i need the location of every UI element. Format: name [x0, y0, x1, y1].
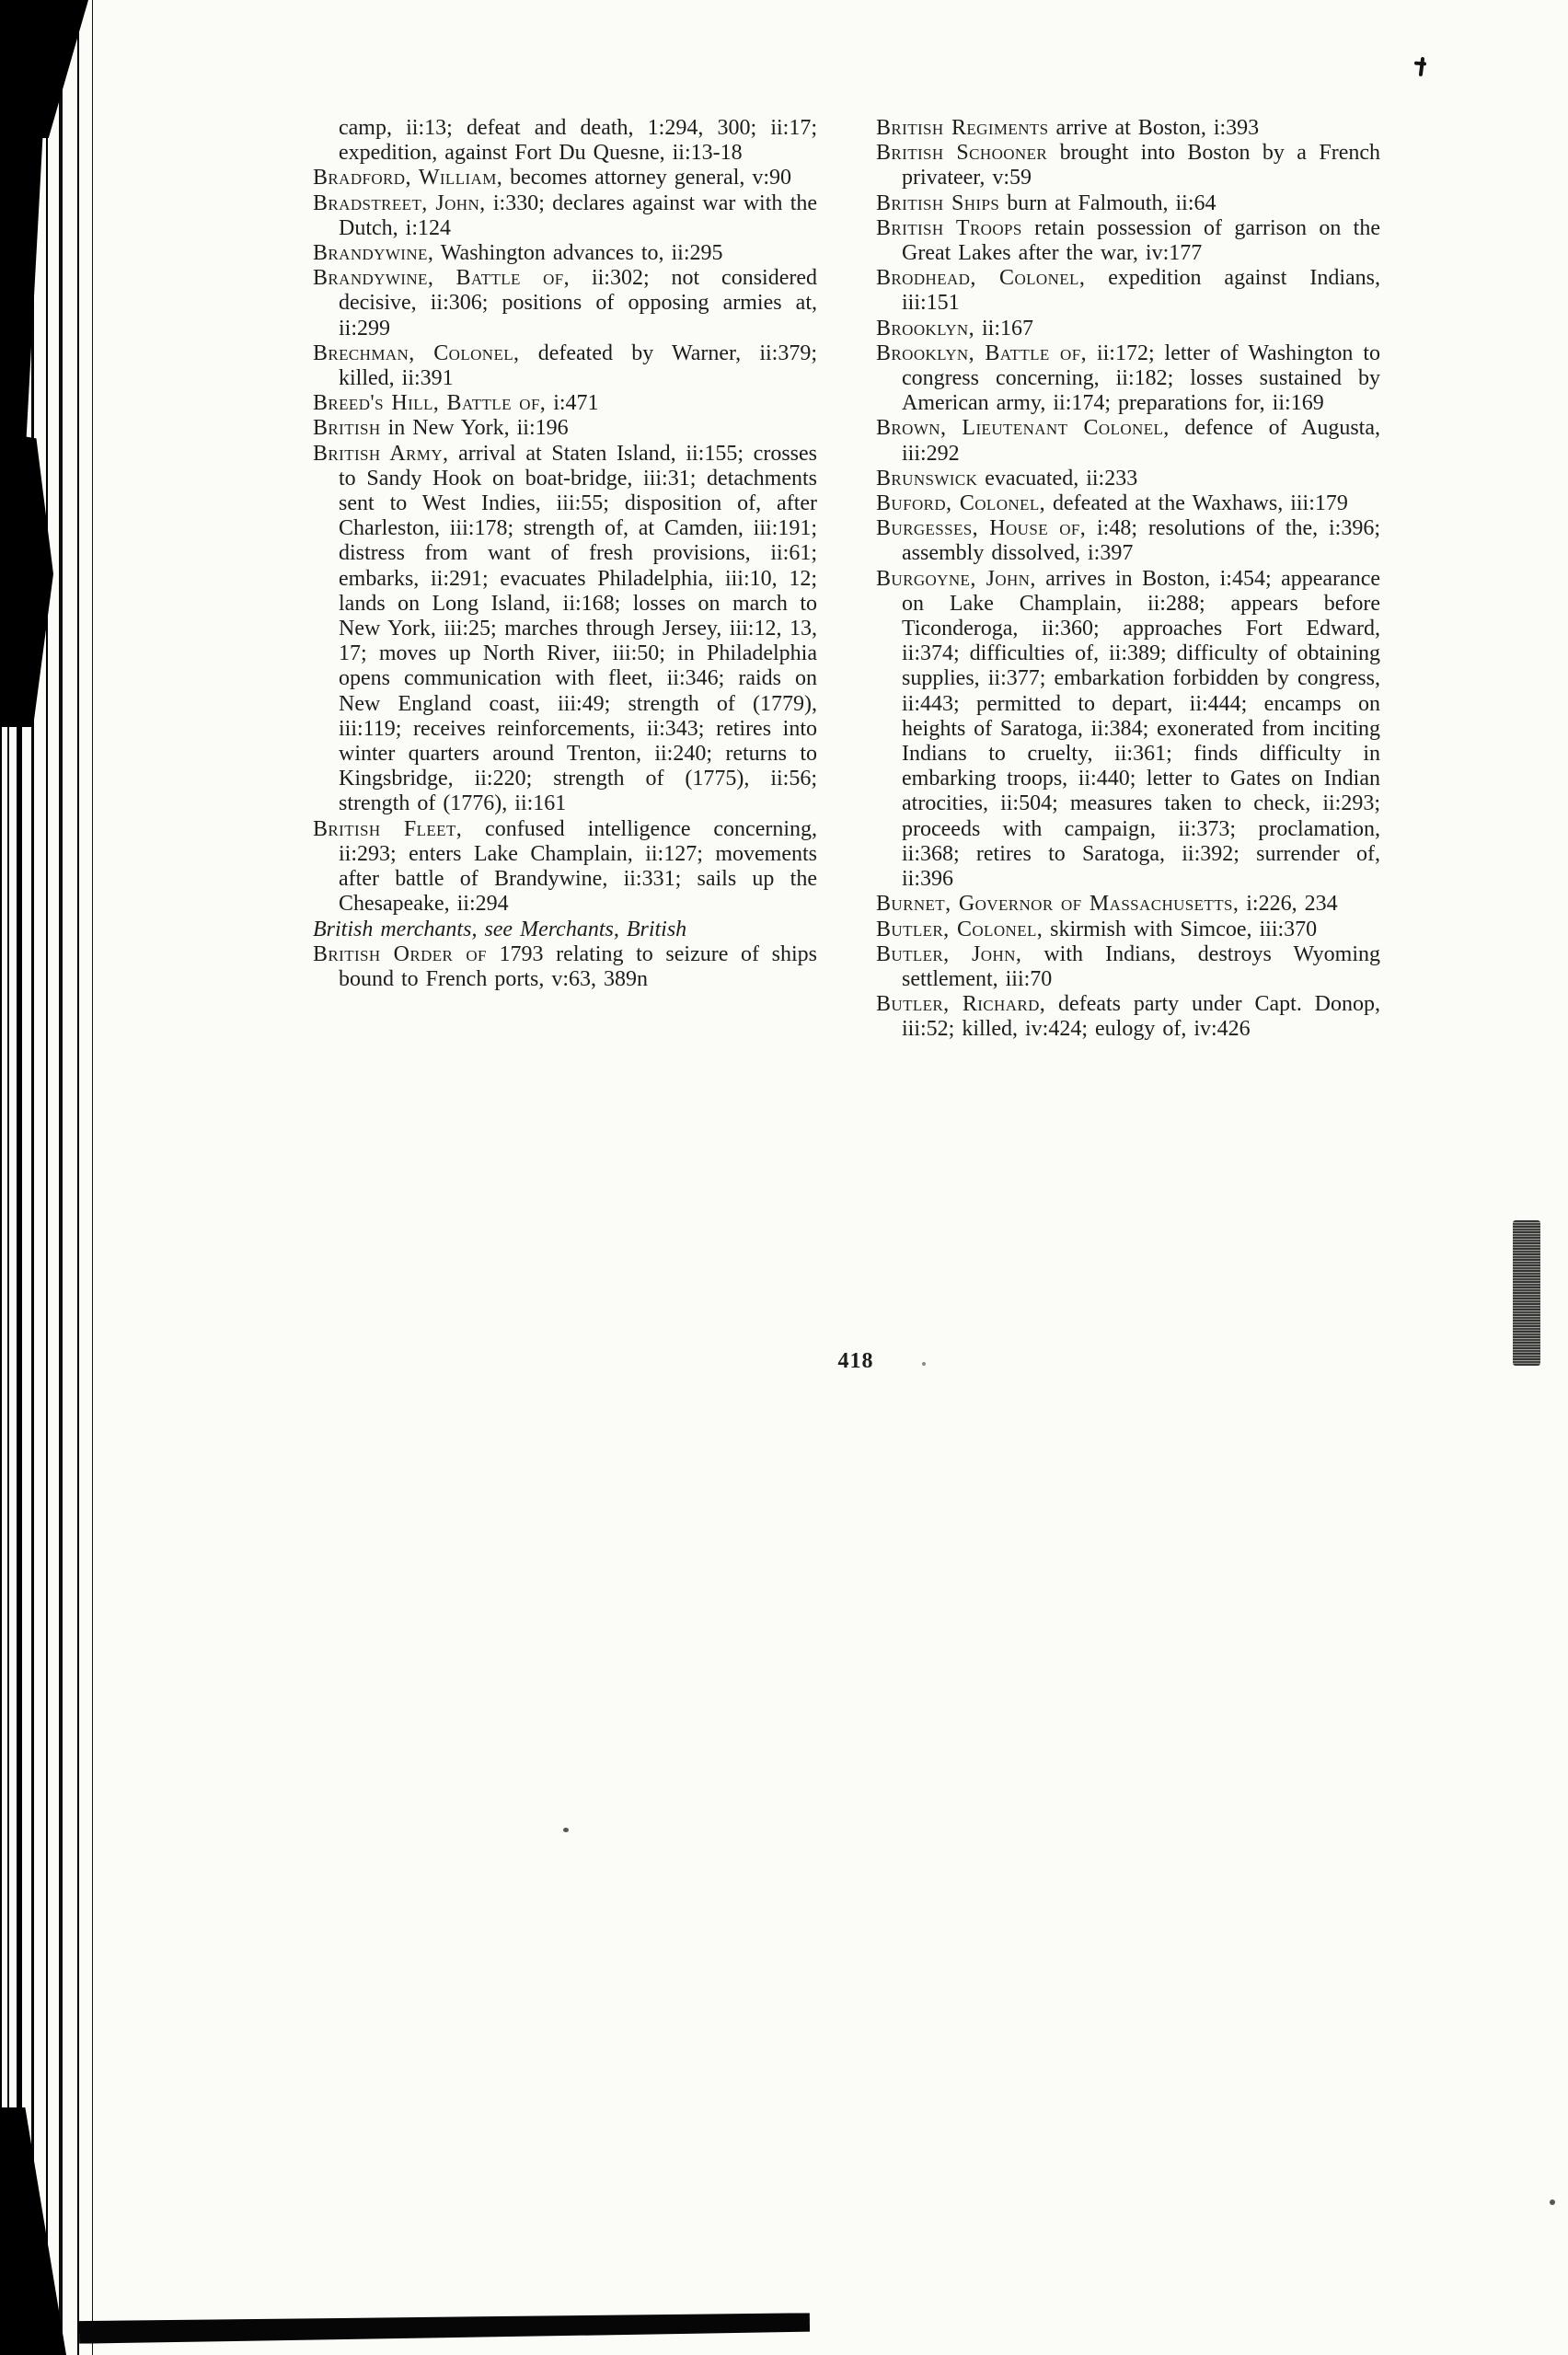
index-entry	[313, 942, 817, 992]
bottom-scan-bar	[79, 2313, 810, 2343]
entry-headword: Butler, Richard,	[876, 992, 1046, 1017]
entry-body: defeated by Warner, ii:379; killed, ii:391	[339, 341, 817, 391]
scan-speck	[922, 1362, 926, 1366]
index-entry	[876, 467, 1380, 491]
entry-headword: Burnet, Governor of Massachusetts,	[876, 892, 1239, 917]
entry-body: brought into Boston by a French privateer, v:59	[902, 141, 1381, 190]
index-entry	[313, 341, 817, 391]
entry-body: in New York, ii:196	[387, 416, 569, 441]
entry-body: 1793 relating to seizure of ships bound to French ports, v:63, 389n	[339, 941, 818, 991]
index-entry	[876, 141, 1380, 190]
entry-body: defence of Augusta, iii:292	[902, 416, 1380, 466]
index-entry	[876, 266, 1380, 316]
index-entry	[876, 892, 1380, 917]
index-entry	[876, 191, 1380, 216]
entry-body: defeated at the Waxhaws, iii:179	[1053, 491, 1348, 516]
index-entry	[876, 918, 1380, 942]
index-entry	[313, 241, 817, 266]
entry-body: confused intelligence concerning, ii:293; enters Lake Champlain, ii:127; movements after battle of Brandywine, ii:331; sails up the Chesapeake, ii:294	[339, 816, 818, 917]
entry-body: retain possession of garrison on the Great Lakes after the war, iv:177	[902, 215, 1380, 266]
entry-headword: Brechman, Colonel,	[313, 341, 520, 365]
entry-headword: Brodhead, Colonel,	[876, 266, 1086, 291]
entry-headword: British Army,	[313, 441, 449, 466]
index-entry	[876, 116, 1380, 141]
entry-body: arrives in Boston, i:454; appearance on Lake Champlain, ii:288; appears before Ticonderoga, ii:360; approaches Fort Edward, ii:374; difficulties of, ii:389; difficulty of obtaining supplies, ii:377; embarkation forbidden by congress, ii:443; permitted to depart, ii:444; encamps on heights of Saratoga, ii:384; exonerated from inciting Indians to cruelty, ii:361; finds difficulty in embarking troops, ii:440; letter to Gates on Indian atrocities, ii:504; measures taken to check, ii:293; proceeds with campaign, ii:373; proclamation, ii:368; retires to Saratoga, ii:392; surrender of, ii:396	[902, 566, 1380, 892]
binding-black-block	[0, 2107, 66, 2355]
index-text-block	[313, 116, 1380, 1043]
entry-body: British merchants, see Merchants, British	[313, 917, 687, 941]
entry-headword: Butler, John,	[876, 941, 1022, 966]
entry-body: ii:172; letter of Washington to congress concerning, ii:182; losses sustained by American army, ii:174; preparations for, ii:169	[902, 341, 1380, 416]
entry-body: i:48; resolutions of the, i:396; assembly dissolved, i:397	[902, 516, 1381, 566]
entry-headword: Buford, Colonel,	[876, 491, 1046, 516]
page-edge-texture	[1513, 1220, 1540, 1366]
entry-body: defeats party under Capt. Donop, iii:52; killed, iv:424; eulogy of, iv:426	[902, 992, 1380, 1042]
index-entry	[876, 416, 1380, 466]
entry-body: arrive at Boston, i:393	[1055, 116, 1260, 140]
index-entry	[313, 116, 817, 166]
index-entry	[876, 942, 1380, 992]
ink-mark	[1413, 57, 1428, 79]
entry-headword: British Fleet,	[313, 816, 463, 841]
entry-body: ii:302; not considered decisive, ii:306; positions of opposing armies at, ii:299	[339, 266, 818, 341]
index-entry	[313, 416, 817, 441]
binding-black-block	[0, 433, 53, 727]
index-entry	[313, 266, 817, 341]
entry-headword: British Ships	[876, 190, 1000, 215]
index-entry	[876, 491, 1380, 516]
entry-body: burn at Falmouth, ii:64	[1007, 190, 1216, 215]
binding-black-block	[0, 110, 44, 451]
entry-body: becomes attorney general, v:90	[510, 166, 792, 190]
entry-headword: Brunswick	[876, 466, 978, 491]
entry-body: with Indians, destroys Wyoming settlement, iii:70	[902, 941, 1380, 991]
entry-body: camp, ii:13; defeat and death, 1:294, 300; ii:17; expedition, against Fort Du Quesne, ii:13-18	[339, 116, 817, 166]
entry-headword: Brandywine, Battle of,	[313, 266, 571, 291]
entry-body: expedition against Indians, iii:151	[902, 266, 1380, 316]
entry-body: skirmish with Simcoe, iii:370	[1050, 917, 1318, 941]
scan-speck	[1550, 2199, 1555, 2205]
scan-speck	[563, 1828, 569, 1832]
index-entry	[876, 216, 1380, 266]
entry-headword: Brooklyn,	[876, 316, 975, 341]
index-entry	[313, 918, 817, 942]
entry-body: i:330; declares against war with the Dutch, i:124	[339, 190, 818, 240]
entry-headword: Brandywine,	[313, 241, 434, 266]
entry-headword: Breed's Hill, Battle of,	[313, 391, 547, 416]
entry-headword: Butler, Colonel,	[876, 917, 1043, 941]
entry-body: Washington advances to, ii:295	[440, 241, 723, 266]
entry-body: i:226, 234	[1246, 892, 1338, 917]
binding-scan-artifact	[0, 0, 109, 2355]
index-entry	[876, 317, 1380, 341]
entry-body: evacuated, ii:233	[985, 466, 1138, 491]
entry-headword: Bradstreet, John,	[313, 190, 486, 215]
entry-body: arrival at Staten Island, ii:155; crosses to Sandy Hook on boat-bridge, iii:31; detachments sent to West Indies, iii:55; disposition of, after Charleston, iii:178; strength of, at Camden, iii:191; distress from want of fresh provisions, ii:61; embarks, ii:291; evacuates Philadelphia, iii:10, 12; lands on Long Island, ii:168; losses on march to New York, iii:25; marches through Jersey, iii:12, 13, 17; moves up North River, iii:50; in Philadelphia opens communication with fleet, ii:346; raids on New England coast, iii:49; strength of (1779), iii:119; receives reinforcements, ii:343; retires into winter quarters around Trenton, ii:240; returns to Kingsbridge, ii:220; strength of (1775), ii:56; strength of (1776), ii:161	[339, 441, 818, 816]
page-number: 418	[837, 1349, 874, 1373]
index-entry	[313, 442, 817, 817]
index-entry	[313, 166, 817, 190]
entry-body: ii:167	[982, 316, 1034, 341]
index-entry	[313, 391, 817, 416]
index-entry	[313, 817, 817, 918]
entry-headword: British Order of	[313, 941, 487, 966]
entry-headword: British Schooner	[876, 141, 1048, 166]
entry-headword: British	[313, 416, 381, 441]
entry-headword: Bradford, William,	[313, 166, 503, 190]
entry-headword: British Regiments	[876, 116, 1049, 140]
entry-headword: Burgoyne, John,	[876, 566, 1036, 591]
entry-headword: Burgesses, House of,	[876, 516, 1087, 541]
left-column	[313, 116, 817, 1043]
index-entry	[313, 191, 817, 241]
entry-headword: British Troops	[876, 215, 1022, 240]
entry-headword: Brown, Lieutenant Colonel,	[876, 416, 1170, 441]
index-entry	[876, 992, 1380, 1042]
right-column	[876, 116, 1380, 1043]
entry-headword: Brooklyn, Battle of,	[876, 341, 1087, 365]
index-entry	[876, 516, 1380, 566]
index-entry	[876, 567, 1380, 893]
index-entry	[876, 341, 1380, 417]
entry-body: i:471	[553, 391, 599, 416]
